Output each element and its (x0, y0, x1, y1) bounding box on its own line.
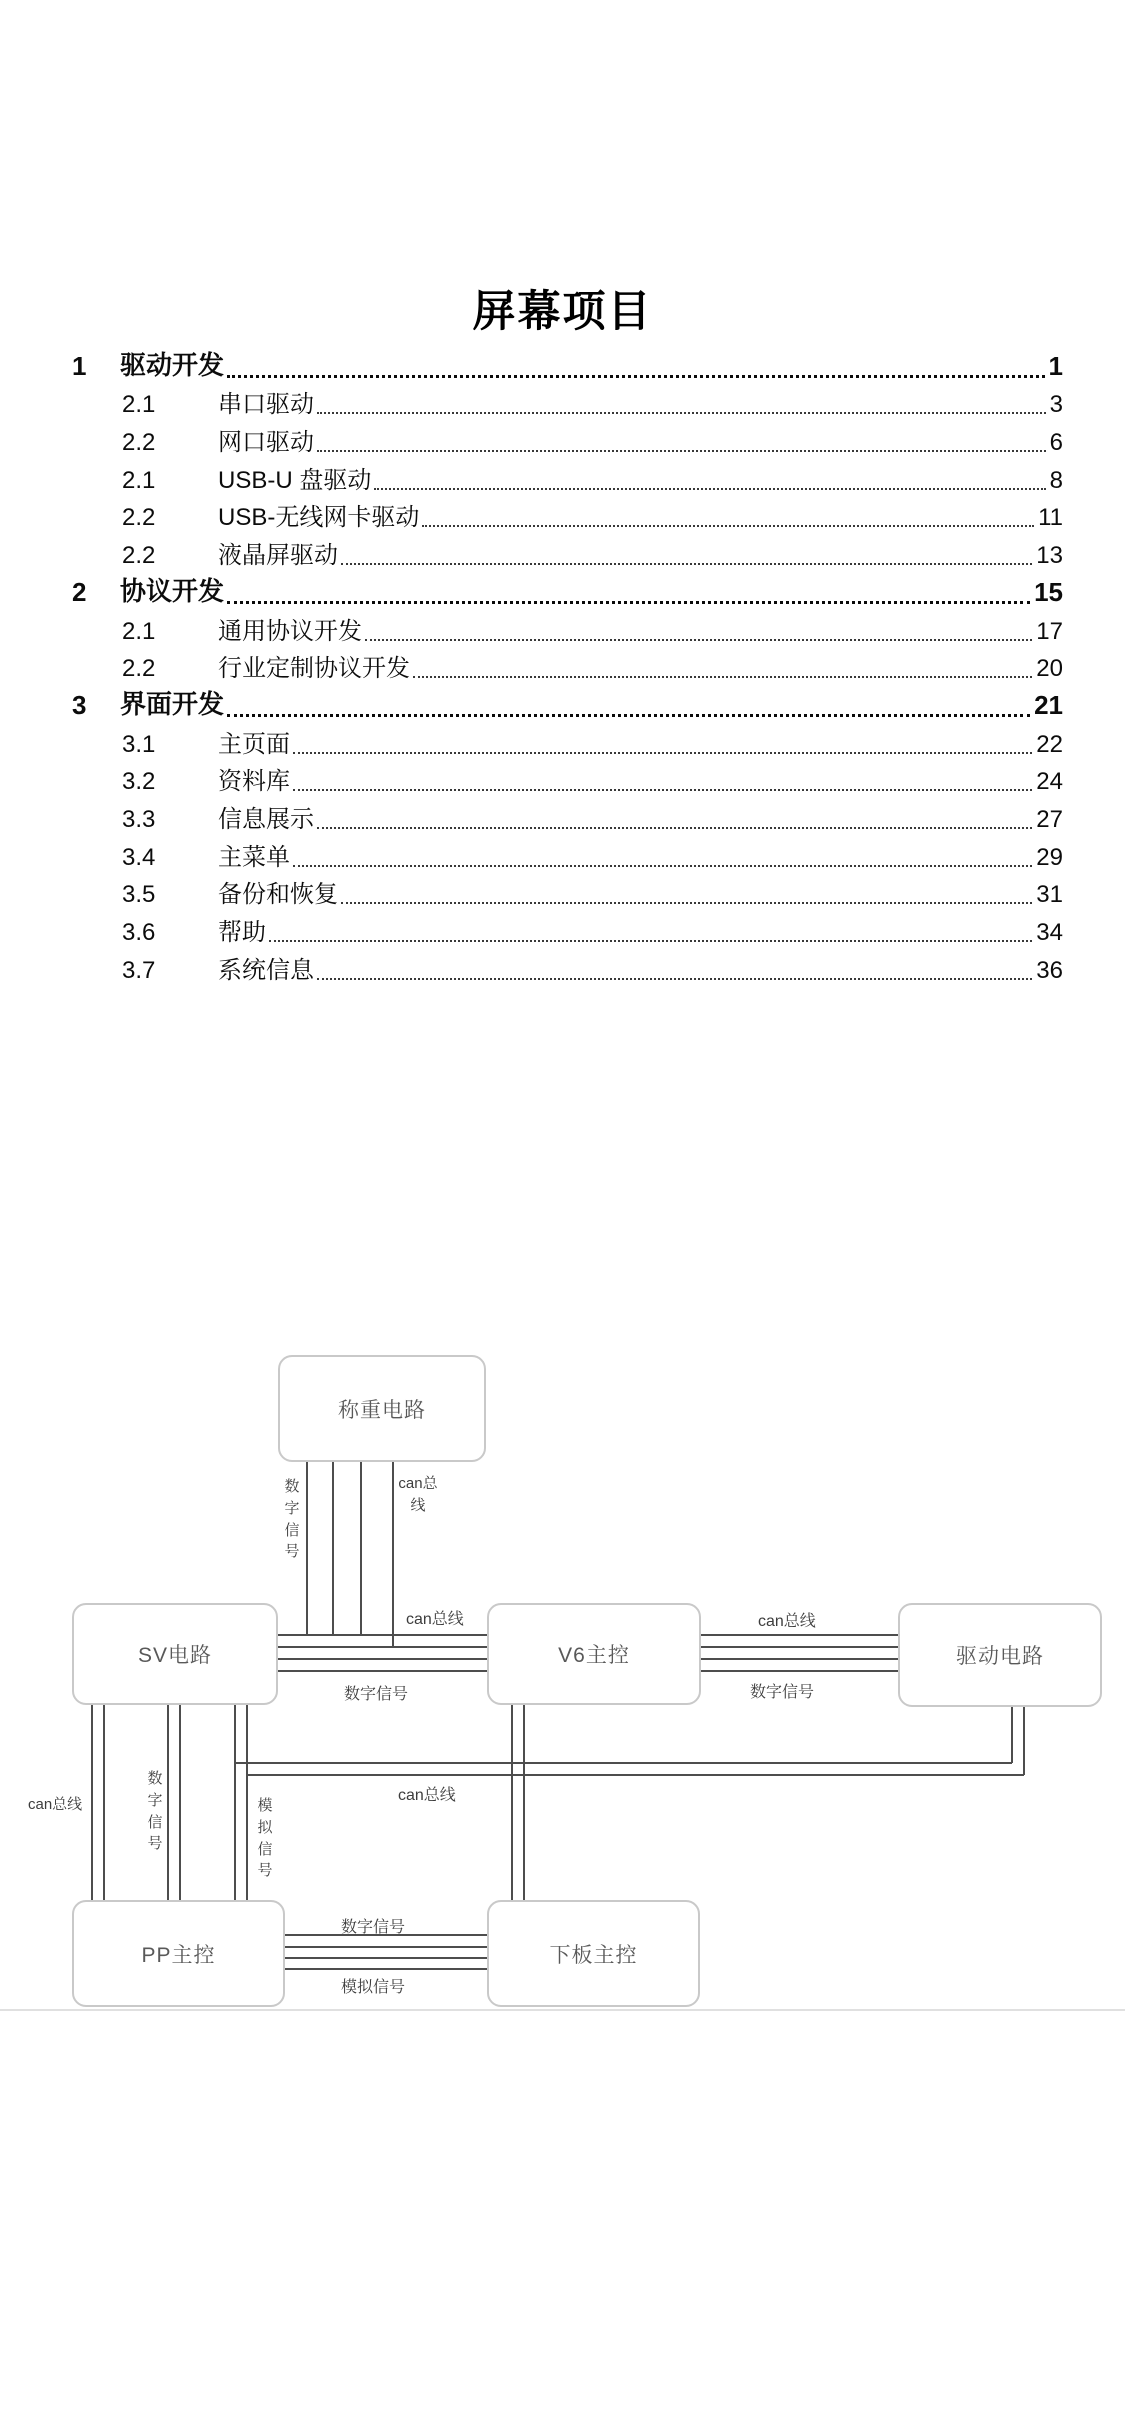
box-label: SV电路 (137, 1644, 212, 1667)
toc-entry[interactable] (60, 424, 1063, 462)
toc-entry[interactable] (60, 726, 1063, 764)
dot-leader (422, 525, 1034, 527)
dot-leader (317, 978, 1032, 980)
label-analog-signal: 模拟信号 (341, 1979, 406, 1996)
toc-entry-label: 系统信息 (218, 956, 314, 984)
toc-page-number: 8 (1049, 466, 1063, 494)
box-label: PP主控 (141, 1943, 216, 1967)
toc-entry-label: 驱动开发 (120, 349, 225, 380)
toc-entry-label: 备份和恢复 (218, 881, 338, 909)
toc-page-number: 36 (1036, 956, 1063, 984)
dot-leader (317, 412, 1046, 414)
toc-entry-number: 2.1 (122, 617, 156, 645)
dot-leader (227, 375, 1045, 378)
toc-entry-label: 行业定制协议开发 (218, 655, 410, 683)
toc-entry[interactable] (60, 801, 1063, 839)
toc-page-number: 21 (1034, 689, 1063, 720)
toc-entry[interactable] (60, 613, 1063, 651)
toc-entry[interactable] (60, 349, 1063, 387)
box-weighing-circuit (278, 1355, 486, 1462)
toc-entry[interactable] (60, 500, 1063, 538)
toc-entry-number: 3.3 (122, 805, 156, 833)
dot-leader (317, 450, 1046, 452)
label-digital-signal-vertical: 数字信号 (284, 1478, 300, 1561)
toc-entry-label: 界面开发 (120, 688, 225, 719)
toc-entry-label: 网口驱动 (218, 429, 314, 457)
toc-page-number: 29 (1036, 843, 1063, 871)
toc-entry-label: 协议开发 (120, 575, 225, 606)
box-v6-main-controller (487, 1603, 701, 1705)
toc-page-number: 17 (1036, 617, 1063, 645)
box-label: 驱动电路 (956, 1645, 1044, 1668)
toc-page-number: 34 (1036, 919, 1063, 946)
toc-entry-number: 3 (72, 689, 87, 720)
toc-entry-number: 3.1 (122, 730, 156, 758)
label-digital-signal: 数字信号 (750, 1684, 815, 1701)
toc-entry-number: 3.6 (122, 919, 156, 946)
table-of-contents (60, 349, 1063, 990)
toc-entry-label: 串口驱动 (218, 391, 314, 419)
dot-leader (227, 714, 1030, 717)
toc-entry-label: USB-无线网卡驱动 (218, 504, 420, 532)
page-title: 屏幕项目 (472, 288, 653, 336)
toc-entry-number: 3.2 (122, 768, 156, 796)
toc-page-number: 22 (1036, 730, 1063, 758)
toc-page-number: 31 (1036, 881, 1063, 909)
toc-page-number: 20 (1036, 655, 1063, 683)
toc-entry-label: 通用协议开发 (218, 617, 362, 645)
toc-entry[interactable] (60, 764, 1063, 802)
toc-entry-number: 3.5 (122, 881, 156, 909)
toc-entry-number: 2 (72, 576, 87, 607)
toc-entry-label: 信息展示 (218, 805, 314, 833)
box-drive-circuit (898, 1603, 1102, 1707)
toc-entry[interactable] (60, 877, 1063, 915)
label-digital-signal-vertical: 数字信号 (147, 1770, 163, 1853)
toc-page-number: 3 (1049, 391, 1063, 419)
box-lower-board-controller (487, 1900, 700, 2007)
toc-entry[interactable] (60, 462, 1063, 500)
label-can-bus: can总线 (758, 1613, 816, 1630)
label-digital-signal: 数字信号 (341, 1919, 406, 1936)
system-block-diagram (0, 1330, 1125, 2060)
toc-page-number: 15 (1034, 576, 1063, 607)
toc-page-number: 1 (1048, 350, 1063, 381)
box-sv-circuit (72, 1603, 278, 1705)
toc-entry[interactable] (60, 688, 1063, 726)
dot-leader (365, 639, 1032, 641)
label-can-bus: can总线 (398, 1787, 456, 1804)
dot-leader (341, 902, 1032, 904)
toc-entry-label: 主页面 (218, 730, 290, 758)
label-digital-signal: 数字信号 (344, 1686, 409, 1703)
toc-entry-number: 3.4 (122, 843, 156, 871)
toc-page-number: 11 (1038, 504, 1063, 532)
toc-entry-number: 2.2 (122, 429, 156, 457)
toc-page-number: 24 (1036, 768, 1063, 796)
toc-page-number: 13 (1036, 542, 1063, 570)
toc-entry-number: 2.2 (122, 504, 156, 532)
toc-entry[interactable] (60, 839, 1063, 877)
toc-entry-number: 2.1 (122, 391, 156, 419)
dot-leader (341, 563, 1032, 565)
dot-leader (413, 676, 1032, 678)
toc-page-number: 27 (1036, 805, 1063, 833)
dot-leader (374, 488, 1045, 490)
toc-entry[interactable] (60, 575, 1063, 613)
toc-entry-number: 1 (72, 350, 87, 381)
toc-entry-label: 资料库 (218, 768, 290, 796)
dot-leader (269, 940, 1032, 942)
label-analog-signal-vertical: 模拟信号 (257, 1797, 273, 1880)
box-pp-main-controller (72, 1900, 285, 2007)
toc-entry[interactable] (60, 914, 1063, 952)
toc-entry-label: 液晶屏驱动 (218, 542, 338, 570)
toc-entry-number: 3.7 (122, 956, 156, 984)
toc-entry[interactable] (60, 537, 1063, 575)
toc-entry-label: 帮助 (218, 919, 266, 946)
dot-leader (317, 827, 1032, 829)
toc-entry-number: 2.2 (122, 655, 156, 683)
toc-entry-number: 2.1 (122, 466, 156, 494)
dot-leader (293, 789, 1032, 791)
toc-entry-number: 2.2 (122, 542, 156, 570)
dot-leader (293, 865, 1032, 867)
box-label: V6主控 (558, 1644, 630, 1667)
label-can-bus-vertical: can总线 (398, 1475, 438, 1514)
label-can-bus: can总线 (406, 1611, 464, 1628)
box-label: 下板主控 (549, 1943, 638, 1967)
toc-entry-label: 主菜单 (218, 843, 290, 871)
toc-entry[interactable] (60, 387, 1063, 425)
label-can-bus: can总线 (28, 1796, 83, 1813)
toc-entry[interactable] (60, 651, 1063, 689)
box-label: 称重电路 (338, 1398, 426, 1422)
toc-page-number: 6 (1049, 429, 1063, 457)
toc-entry-label: USB-U 盘驱动 (218, 466, 372, 494)
toc-entry[interactable] (60, 952, 1063, 990)
dot-leader (227, 601, 1030, 604)
dot-leader (293, 752, 1032, 754)
